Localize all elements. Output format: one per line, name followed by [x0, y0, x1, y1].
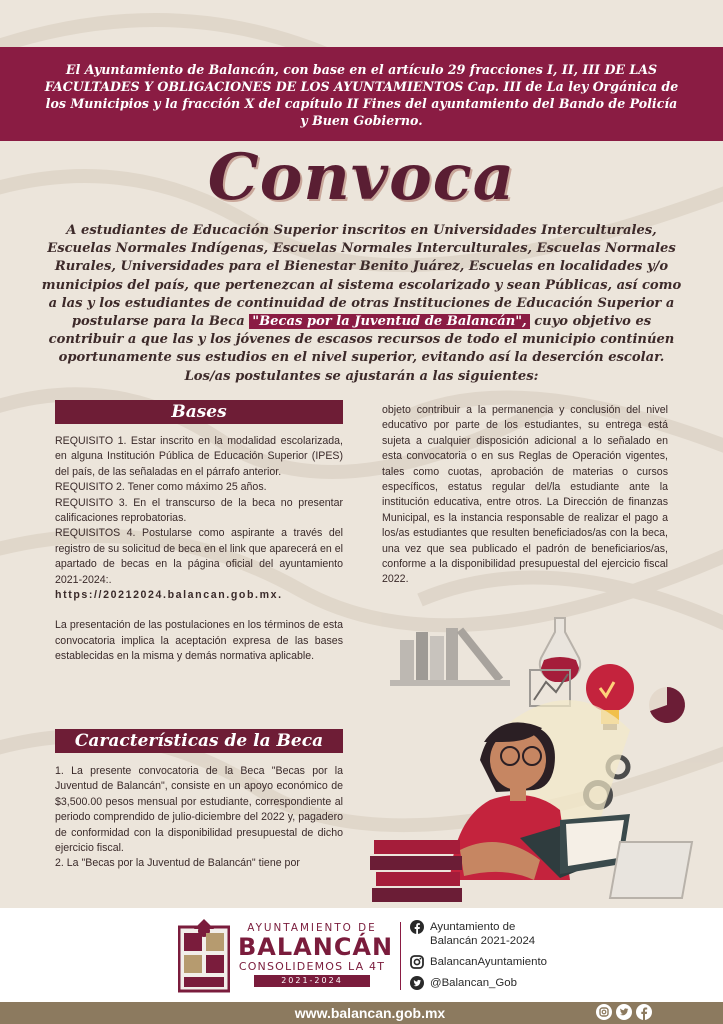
intro-text-after: cuyo objetivo es contribuir a que las y los jóvenes de escasos recursos de todo el municipio continúen oportunamente sus estudios en el nivel superior, evitando así la deserción escolar.	[48, 314, 675, 366]
intro-text-before: A estudiantes de Educación Superior inscritos en Universidades Interculturales, Escuelas Normales Indígenas, Escuelas Normales Interculturales, Escuelas Normales Rurales, Universidades para el Bienestar Benito Juárez, Escuelas en localidades y/o municipios del país, que pertenezcan al sistema escolarizado y sean Públicas, así como a las y los estudiantes de continuidad de otras Instituciones de Educación Superior a postularse para la Beca	[41, 223, 682, 330]
beca-name-highlight: "Becas por la Juventud de Balancán",	[249, 314, 529, 329]
bottom-social-icons	[596, 1004, 652, 1020]
logo-line-1: AYUNTAMIENTO DE	[247, 922, 377, 934]
requisito-4: REQUISITOS 4. Postularse como aspirante a través del registro de su solicitud de beca en el link que aparecerá en el apartado de becas en la página oficial del ayuntamiento 2021-2024:.	[55, 527, 343, 586]
pie-chart-icon	[649, 687, 685, 723]
requisito-2: REQUISITO 2. Tener como máximo 25 años.	[55, 481, 267, 494]
twitter-handle: @Balancan_Gob	[430, 977, 517, 989]
right-column-text	[382, 403, 668, 588]
website-link[interactable]: www.balancan.gob.mx	[294, 1005, 446, 1021]
requisito-1: REQUISITO 1. Estar inscrito en la modalidad escolarizada, en alguna Institución Pública de Educación Superior (IPES) del país, de las señaladas en el párrafo anterior.	[55, 435, 343, 478]
instagram-icon[interactable]	[596, 1004, 612, 1020]
facebook-icon	[410, 920, 424, 934]
logo-line-3: CONSOLIDEMOS LA 4T	[238, 960, 386, 973]
twitter-link[interactable]	[410, 976, 517, 990]
student-reading-illustration	[370, 610, 723, 910]
caracteristica-2: 2. La "Becas por la Juventud de Balancán" tiene por	[55, 857, 300, 870]
instagram-handle: BalancanAyuntamiento	[430, 956, 547, 968]
presentacion-text: La presentación de las postulaciones en los términos de esta convocatoria implica la aceptación expresa de las bases establecidas en la misma y demás normativa aplicable.	[55, 619, 343, 663]
instagram-link[interactable]	[410, 955, 547, 969]
legal-header-text: El Ayuntamiento de Balancán, con base en el artículo 29 fracciones I, II, III DE LAS FACULTADES Y OBLIGACIONES DE LOS AYUNTAMIENTOS Cap. III de La ley Orgánica de los Municipios y la fracción X del capítulo II Fines del ayuntamiento del Bando de Policía y Buen Gobierno.	[44, 62, 679, 128]
right-column-paragraph: objeto contribuir a la permanencia y conclusión del nivel educativo por parte de los estudiantes, su entrega está sujeta a cualquier disposición adicional a lo señalado en esta convocatoria o en sus Reglas de Operación vigentes, tales como cuotas, aprobación de materias o cursos específicos, estatus regular del/la estudiante ante la institución educativa, entre otros. La Dirección de finanzas Municipal, es la instancia responsable de realizar el pago a los/as estudiantes que resulten beneficiados/as con la beca, una vez que sea publicado el padrón de beneficiarios/as, conforme a la disponibilidad presupuestal del ejercicio fiscal 2022.	[382, 404, 668, 586]
instagram-icon	[410, 955, 424, 969]
intro-paragraph	[40, 222, 683, 386]
footer-divider	[400, 922, 401, 990]
bases-content	[55, 434, 343, 665]
twitter-icon[interactable]	[616, 1004, 632, 1020]
page-title: Convoca	[207, 140, 516, 215]
requisito-3: REQUISITO 3. En el transcurso de la beca no presentar calificaciones reprobatorias.	[55, 496, 343, 525]
legal-header	[0, 47, 723, 141]
caracteristicas-content	[55, 764, 343, 872]
coat-of-arms-logo	[178, 919, 230, 993]
facebook-icon[interactable]	[636, 1004, 652, 1020]
intro-text-last: Los/as postulantes se ajustarán a las siguientes:	[184, 368, 539, 384]
logo-line-4: 2021-2024	[254, 975, 370, 987]
caracteristica-1: 1. La presente convocatoria de la Beca "Becas por la Juventud de Balancán", consiste en un apoyo económico de $3,500.00 pesos mensual por estudiante, correspondiente al periodo comprendido de julio-diciembre del 2022 y, pagadero de conformidad con la disponibilidad presupuestal de dicho ejercicio fiscal.	[55, 765, 343, 855]
shelf-books-icon	[390, 628, 510, 686]
bases-heading: Bases	[55, 400, 343, 424]
flask-icon	[540, 618, 580, 682]
caracteristicas-heading: Características de la Beca	[55, 729, 343, 753]
facebook-link[interactable]	[410, 920, 560, 948]
twitter-icon	[410, 976, 424, 990]
logo-line-2: BALANCÁN	[238, 933, 394, 961]
registro-link[interactable]: https://20212024.balancan.gob.mx.	[55, 589, 283, 602]
municipality-logo-text	[238, 922, 394, 987]
book-stack-icon	[370, 840, 462, 902]
facebook-handle: Ayuntamiento de Balancán 2021-2024	[430, 921, 536, 947]
laptop-icon	[610, 842, 692, 898]
